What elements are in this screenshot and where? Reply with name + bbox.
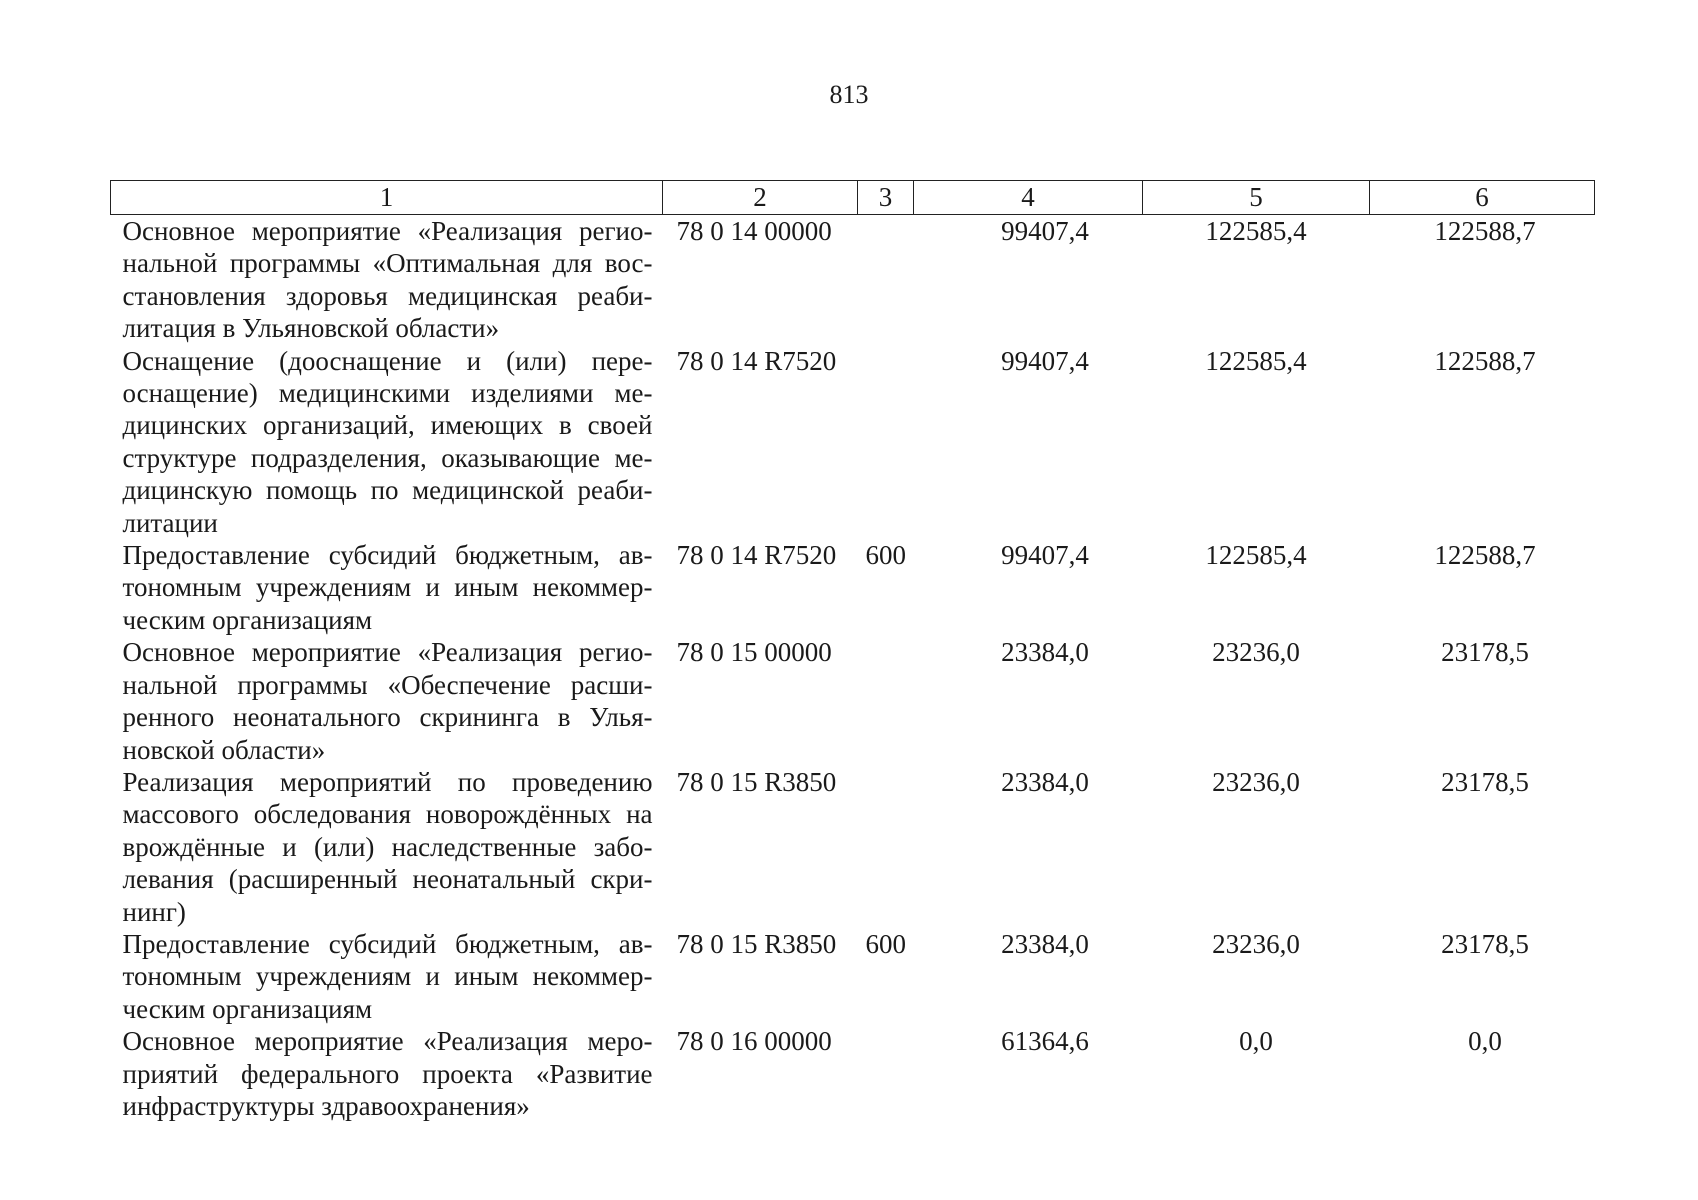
budget-code-cell: 78 0 15 00000 <box>676 637 832 668</box>
table-header-row <box>111 181 1595 215</box>
expense-type-cell <box>858 636 914 766</box>
table-row <box>111 1025 1595 1122</box>
expense-type-cell: 600 <box>865 540 906 571</box>
row-name-line: оснащение) медицинскими изделиями ме- <box>122 378 653 409</box>
row-name-line: врождённые и (или) наследственные забо- <box>122 831 653 862</box>
column-header: 5 <box>1143 181 1370 215</box>
budget-table <box>110 180 1595 1122</box>
amount-col6-cell: 122588,7 <box>1434 540 1536 571</box>
column-header: 1 <box>111 181 663 215</box>
table-row <box>111 766 1595 928</box>
amount-col4-cell: 23384,0 <box>1001 766 1089 797</box>
budget-code-cell: 78 0 16 00000 <box>676 1026 832 1057</box>
expense-type-cell <box>858 1025 914 1122</box>
row-name-line: тономным учреждениям и иным некоммер- <box>122 572 653 603</box>
row-name-cell <box>111 1025 663 1122</box>
row-name-line: структуре подразделения, оказывающие ме- <box>122 442 653 473</box>
row-name-line: левания (расширенный неонатальный скри- <box>122 864 653 895</box>
row-name-line: Основное мероприятие «Реализация меро- <box>122 1026 653 1057</box>
table-row <box>111 539 1595 636</box>
row-name-line: новской области» <box>122 734 326 765</box>
amount-col4-cell: 99407,4 <box>1001 540 1089 571</box>
budget-code-cell: 78 0 14 R7520 <box>676 345 837 376</box>
amount-col5-cell: 122585,4 <box>1205 540 1307 571</box>
column-header: 2 <box>663 181 858 215</box>
row-name-line: Оснащение (дооснащение и (или) пере- <box>122 345 653 376</box>
row-name-line: нальной программы «Обеспечение расши- <box>122 669 653 700</box>
amount-col6-cell: 122588,7 <box>1434 345 1536 376</box>
row-name-line: Основное мероприятие «Реализация регио- <box>122 637 653 668</box>
row-name-cell <box>111 215 663 345</box>
budget-code-cell: 78 0 14 00000 <box>676 216 832 246</box>
row-name-line: ческим организациям <box>122 993 373 1024</box>
page-number: 813 <box>829 80 869 109</box>
amount-col6-cell: 0,0 <box>1468 1026 1502 1057</box>
expense-type-cell: 600 <box>865 928 906 959</box>
row-name-line: нальной программы «Оптимальная для вос- <box>122 248 653 279</box>
row-name-line: ческим организациям <box>122 604 373 635</box>
row-name-line: Реализация мероприятий по проведению <box>122 766 653 797</box>
expense-type-cell <box>858 345 914 539</box>
column-header: 3 <box>858 181 914 215</box>
row-name-cell <box>111 928 663 1025</box>
row-name-line: дицинских организаций, имеющих в своей <box>122 410 653 441</box>
row-name-line: литация в Ульяновской области» <box>122 313 500 344</box>
table-row <box>111 928 1595 1025</box>
row-name-cell <box>111 636 663 766</box>
row-name-cell <box>111 766 663 928</box>
amount-col4-cell: 23384,0 <box>1001 637 1089 668</box>
expense-type-cell <box>858 215 914 345</box>
amount-col4-cell: 99407,4 <box>1001 216 1089 246</box>
row-name-line: нинг) <box>122 896 186 927</box>
row-name-line: ренного неонатального скрининга в Улья- <box>122 702 653 733</box>
column-header: 6 <box>1370 181 1595 215</box>
table-row <box>111 636 1595 766</box>
column-header: 4 <box>914 181 1143 215</box>
budget-code-cell: 78 0 15 R3850 <box>676 766 837 797</box>
row-name-line: инфраструктуры здравоохранения» <box>122 1090 530 1121</box>
row-name-line: массового обследования новорождённых на <box>122 799 653 830</box>
row-name-line: приятий федерального проекта «Развитие <box>122 1058 653 1089</box>
table-row <box>111 215 1595 345</box>
amount-col6-cell: 23178,5 <box>1441 928 1529 959</box>
amount-col4-cell: 61364,6 <box>1001 1026 1089 1057</box>
row-name-line: литации <box>122 507 218 538</box>
expense-type-cell <box>858 766 914 928</box>
row-name-line: Предоставление субсидий бюджетным, ав- <box>122 540 653 571</box>
row-name-line: Основное мероприятие «Реализация регио- <box>122 216 653 246</box>
amount-col5-cell: 23236,0 <box>1212 766 1300 797</box>
row-name-line: Предоставление субсидий бюджетным, ав- <box>122 928 653 959</box>
amount-col6-cell: 23178,5 <box>1441 766 1529 797</box>
amount-col5-cell: 122585,4 <box>1205 216 1307 246</box>
row-name-cell <box>111 539 663 636</box>
amount-col5-cell: 0,0 <box>1239 1026 1273 1057</box>
row-name-cell <box>111 345 663 539</box>
amount-col5-cell: 23236,0 <box>1212 928 1300 959</box>
amount-col4-cell: 23384,0 <box>1001 928 1089 959</box>
table-body <box>111 215 1595 1123</box>
row-name-line: дицинскую помощь по медицинской реаби- <box>122 475 653 506</box>
amount-col4-cell: 99407,4 <box>1001 345 1089 376</box>
amount-col5-cell: 23236,0 <box>1212 637 1300 668</box>
amount-col6-cell: 122588,7 <box>1434 216 1536 246</box>
table-row <box>111 345 1595 539</box>
budget-code-cell: 78 0 14 R7520 <box>676 540 837 571</box>
row-name-line: тономным учреждениям и иным некоммер- <box>122 961 653 992</box>
budget-code-cell: 78 0 15 R3850 <box>676 928 837 959</box>
amount-col5-cell: 122585,4 <box>1205 345 1307 376</box>
row-name-line: становления здоровья медицинская реаби- <box>122 280 653 311</box>
amount-col6-cell: 23178,5 <box>1441 637 1529 668</box>
